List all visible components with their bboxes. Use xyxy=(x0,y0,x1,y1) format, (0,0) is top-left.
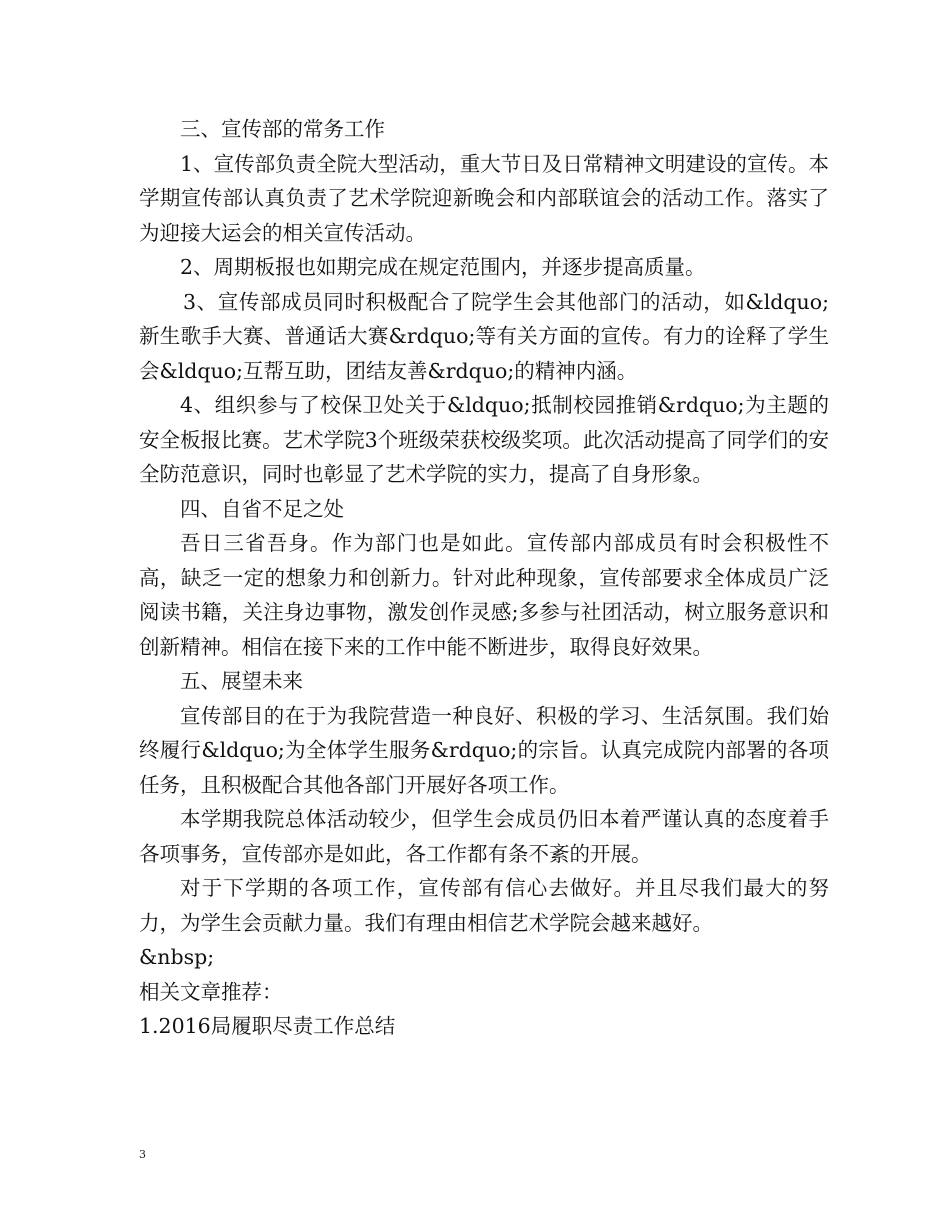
paragraph-item-4: 4、组织参与了校保卫处关于&ldquo;抵制校园推销&rdquo;为主题的安全板报比赛。艺术学院3个班级荣获校级奖项。此次活动提高了同学们的安全防范意识，同时也彰显了艺术学院的实力，提高了自身形象。 xyxy=(139,393,829,486)
section-5-body-2: 本学期我院总体活动较少，但学生会成员仍旧本着严谨认真的态度着手各项事务，宣传部亦是如此，各工作都有条不紊的开展。 xyxy=(139,807,829,866)
paragraph-item-1: 1、宣传部负责全院大型活动，重大节日及日常精神文明建设的宣传。本学期宣传部认真负责了艺术学院迎新晚会和内部联谊会的活动工作。落实了为迎接大运会的相关宣传活动。 xyxy=(139,151,829,245)
page-number: 3 xyxy=(139,1148,146,1161)
section-3-heading: 三、宣传部的常务工作 xyxy=(180,117,385,141)
section-4-heading: 四、自省不足之处 xyxy=(180,496,344,521)
nbsp-entity-line: &nbsp; xyxy=(139,945,215,969)
paragraph-item-2: 2、周期板报也如期完成在规定范围内，并逐步提高质量。 xyxy=(180,255,706,279)
document-body xyxy=(139,112,829,1044)
section-5-body-1: 宣传部目的在于为我院营造一种良好、积极的学习、生活氛围。我们始终履行&ldquo;为全体学生服务&rdquo;的宗旨。认真完成院内部署的各项任务，且积极配合其他各部门开展好各项工作。 xyxy=(139,703,829,797)
section-4-body: 吾日三省吾身。作为部门也是如此。宣传部内部成员有时会积极性不高，缺乏一定的想象力和创新力。针对此种现象，宣传部要求全体成员广泛阅读书籍，关注身边事物，激发创作灵感;多参与社团活动，树立服务意识和创新精神。相信在接下来的工作中能不断进步，取得良好效果。 xyxy=(139,531,829,659)
paragraph-item-3: 3、宣传部成员同时积极配合了院学生会其他部门的活动，如&ldquo;新生歌手大赛、普通话大赛&rdquo;等有关方面的宣传。有力的诠释了学生会&ldquo;互帮互助，团结友善&rdquo;的精神内涵。 xyxy=(139,289,829,383)
section-5-body-3: 对于下学期的各项工作，宣传部有信心去做好。并且尽我们最大的努力，为学生会贡献力量。我们有理由相信艺术学院会越来越好。 xyxy=(139,876,829,935)
related-articles-heading: 相关文章推荐： xyxy=(139,979,283,1004)
related-article-link-1[interactable]: 1.2016局履职尽责工作总结 xyxy=(139,1014,396,1038)
section-5-heading: 五、展望未来 xyxy=(180,669,303,693)
